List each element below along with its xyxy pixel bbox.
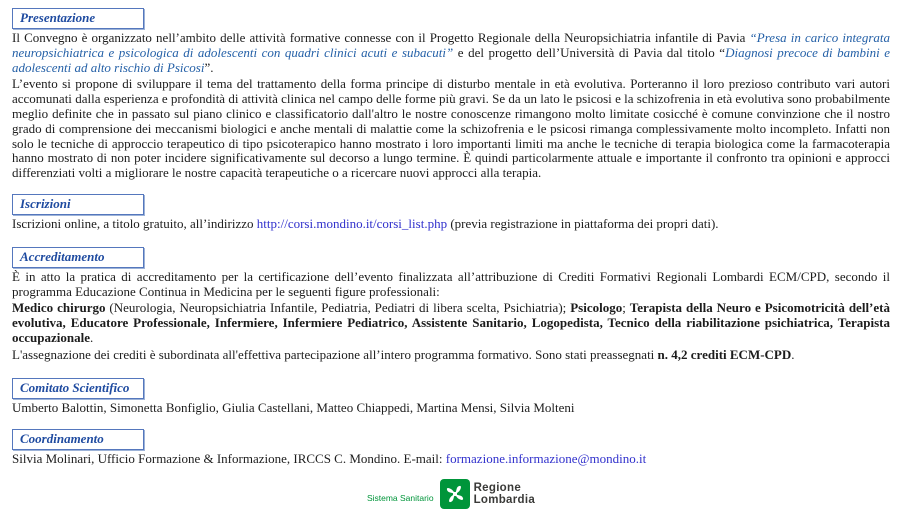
- section-header-comitato-scientifico: Comitato Scientifico: [12, 378, 144, 399]
- section-header-accreditamento: Accreditamento: [12, 247, 144, 268]
- presentazione-paragraph-2: L’evento si propone di sviluppare il tema del trattamento della forma principe di disturbo mentale in età evolutiva. Porteranno il loro prezioso contributo vari autori accomunati dalla esperienza e profondità di attività clinica nel campo delle forme più gravi. Se da un lato le psicosi e la schizofrenia in età evolutiva sono probabilmente meglio definite che in passato sul piano clinico e classificatorio dall'altro le nostre conoscenze rimangono molto limitate cosicché è comune convinzione che il nostro grado di comprensione dei meccanismi biologici e anche mentali di malattie come la schizofrenia e le psicosi rimanga complessivamente molto incompleto. Infatti non solo le tecniche di approccio terapeutico di tipo psicoterapico hanno mostrato i loro importanti limiti ma anche le tecniche di terapia biologica come la farmacoterapia hanno mostrato di non poter incidere significativamente sul decorso a lungo termine. È quindi particolarmente attuale e importante il confronto tra opinioni e approcci differenziati volti a migliorare le nostre capacità terapeutiche o a ricercare nuovi approcci alla terapia.: [12, 76, 890, 181]
- iscrizioni-text: Iscrizioni online, a titolo gratuito, all’indirizzo: [12, 215, 257, 231]
- section-header-iscrizioni: Iscrizioni: [12, 194, 144, 215]
- accreditamento-credits: [12, 348, 890, 363]
- profession-specialties: (Neurologia, Neuropsichiatria Infantile, Pediatria, Pediatri di libera scelta, Psichiatria);: [105, 300, 571, 316]
- lombardia-word: Lombardia: [473, 494, 536, 507]
- rosa-camuna-icon: [440, 479, 470, 509]
- presentazione-text: e del progetto dell’Università di Pavia dal titolo “: [453, 44, 726, 60]
- comitato-members: Umberto Balottin, Simonetta Bonfiglio, Giulia Castellani, Matteo Chiappedi, Martina Mensi, Silvia Molteni: [12, 399, 575, 415]
- project-title-quote-1: “Presa in carico integrata neuropsichiatrica e psicologica di adolescenti con quadri clinici acuti e subacuti”: [12, 30, 890, 60]
- credits-amount: n. 4,2 crediti ECM-CPD: [657, 346, 792, 362]
- project-title-quote-2: Diagnosi precoce di bambini e adolescenti ad alto rischio di Psicosi: [12, 44, 891, 75]
- accreditamento-paragraph-1: È in atto la pratica di accreditamento per la certificazione dell’evento finalizzata all’attribuzione di Crediti Formativi Regionali Lombardi ECM/CPD, secondo il programma Educazione Continua in Medicina per le seguenti figure professionali:: [12, 268, 890, 299]
- presentazione-paragraph-1: [12, 31, 890, 75]
- profession-psicologo: Psicologo: [570, 300, 623, 316]
- registration-link[interactable]: http://corsi.mondino.it/corsi_list.php: [256, 215, 448, 231]
- presentazione-text: Il Convegno è organizzato nell’ambito delle attività formative connesse con il Progetto Regionale della Neuropsichiatria infantile di Pavia: [12, 30, 750, 45]
- regione-lombardia-wordmark: [474, 482, 536, 507]
- credits-text: L'assegnazione dei crediti è subordinata all'effettiva partecipazione all’intero programma formativo. Sono stati preassegnati: [12, 346, 658, 362]
- coordinamento-contact: [12, 452, 890, 467]
- profession-period: .: [90, 329, 94, 345]
- coordinamento-text: Silvia Molinari, Ufficio Formazione & Informazione, IRCCS C. Mondino. E-mail:: [12, 451, 446, 467]
- iscrizioni-text-after: (previa registrazione in piattaforma dei propri dati).: [447, 215, 719, 231]
- section-header-coordinamento: Coordinamento: [12, 429, 144, 450]
- iscrizioni-paragraph: [12, 217, 890, 232]
- accreditamento-professions: [12, 301, 890, 345]
- section-header-presentazione: Presentazione: [12, 8, 144, 29]
- regione-word: Regione: [473, 481, 522, 494]
- presentazione-text: ”.: [204, 59, 214, 75]
- profession-other-list: Terapista della Neuro e Psicomotricità dell’età evolutiva, Educatore Professionale, Infermiere, Infermiere Pediatrico, Assistente Sanitario, Logopedista, Tecnico della riabilitazione psichiatrica, Terapista occupazionale: [12, 300, 890, 345]
- sistema-sanitario-label: Sistema Sanitario: [366, 493, 434, 504]
- regione-lombardia-logo: [12, 479, 890, 509]
- profession-medico-chirurgo: Medico chirurgo: [12, 300, 106, 316]
- credits-period: .: [791, 346, 795, 362]
- coordinamento-email-link[interactable]: formazione.informazione@mondino.it: [445, 451, 647, 467]
- profession-separator: ;: [622, 300, 630, 316]
